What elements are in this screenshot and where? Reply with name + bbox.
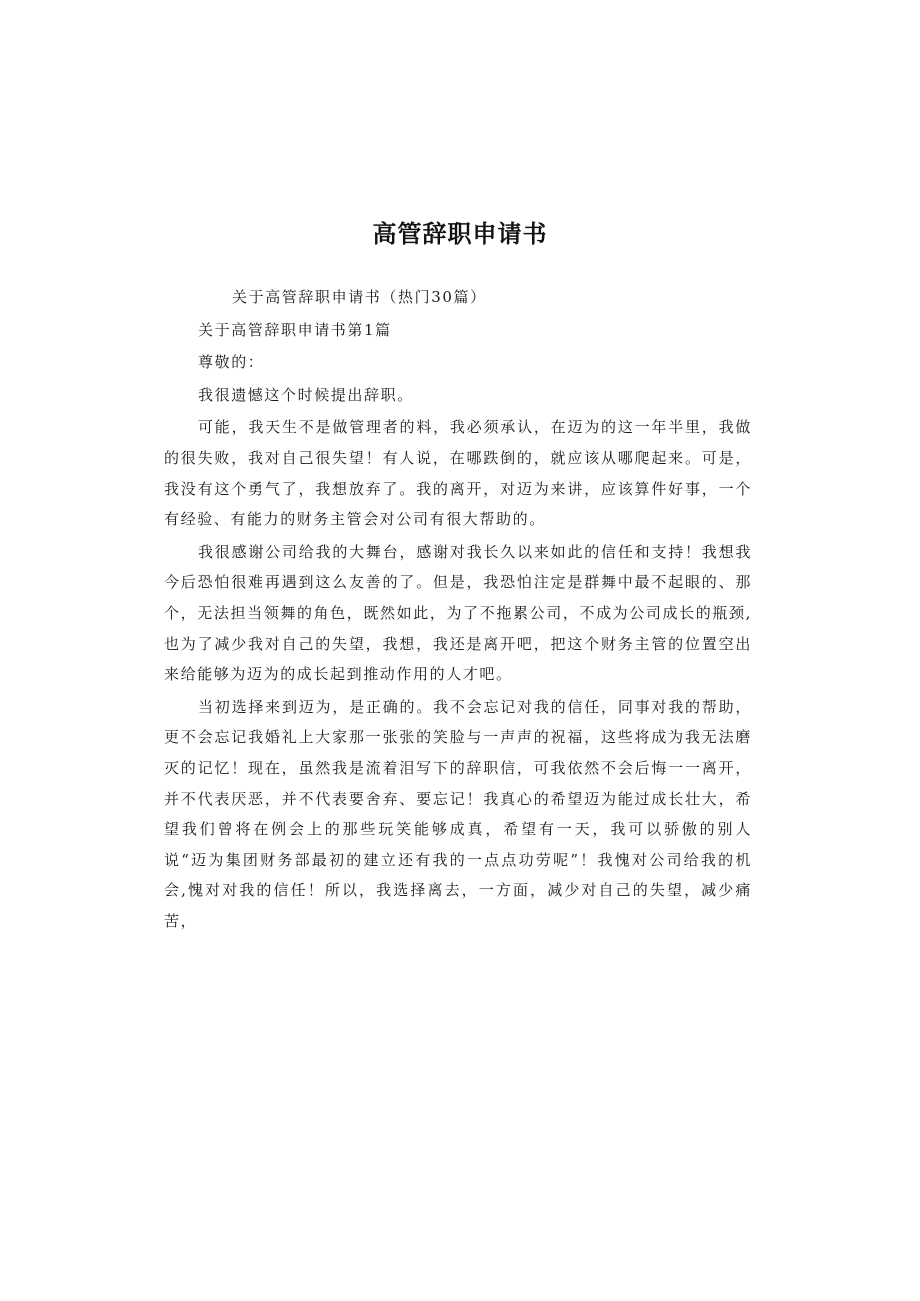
document-subtitle: 关于高管辞职申请书（热门30篇） xyxy=(232,288,487,306)
section-heading: 关于高管辞职申请书第1篇 xyxy=(198,320,392,339)
document-body xyxy=(164,282,752,938)
body-paragraph: 我很遗憾这个时候提出辞职。 xyxy=(198,385,414,404)
body-paragraph: 当初选择来到迈为，是正确的。我不会忘记对我的信任，同事对我的帮助，更不会忘记我婚礼上大家那一张张的笑脸与一声声的祝福，这些将成为我无法磨灭的记忆！现在，虽然我是流着泪写下的辞职信，可我依然不会后悔一一离开，并不代表厌恶，并不代表要舍弃、要忘记！我真心的希望迈为能过成长壮大，希望我们曾将在例会上的那些玩笑能够成真，希望有一天，我可以骄傲的别人说“迈为集团财务部最初的建立还有我的一点点功劳呢”！我愧对公司给我的机会,愧对对我的信任！所以，我选择离去，一方面，减少对自己的失望，减少痛苦， xyxy=(164,697,752,930)
document-title: 高管辞职申请书 xyxy=(372,220,548,248)
body-paragraph: 可能，我天生不是做管理者的料，我必须承认，在迈为的这一年半里，我做的很失败，我对自己很失望！有人说，在哪跌倒的，就应该从哪爬起来。可是，我没有这个勇气了，我想放弃了。我的离开，对迈为来讲，应该算件好事，一个有经验、有能力的财务主管会对公司有很大帮助的。 xyxy=(164,418,752,529)
salutation: 尊敬的： xyxy=(198,353,265,372)
body-paragraph: 我很感谢公司给我的大舞台，感谢对我长久以来如此的信任和支持！我想我今后恐怕很难再遇到这么友善的了。但是，我恐怕注定是群舞中最不起眼的、那个，无法担当领舞的角色，既然如此，为了不拖累公司，不成为公司成长的瓶颈,也为了减少我对自己的失望，我想，我还是离开吧，把这个财务主管的位置空出来给能够为迈为的成长起到推动作用的人才吧。 xyxy=(164,542,752,684)
